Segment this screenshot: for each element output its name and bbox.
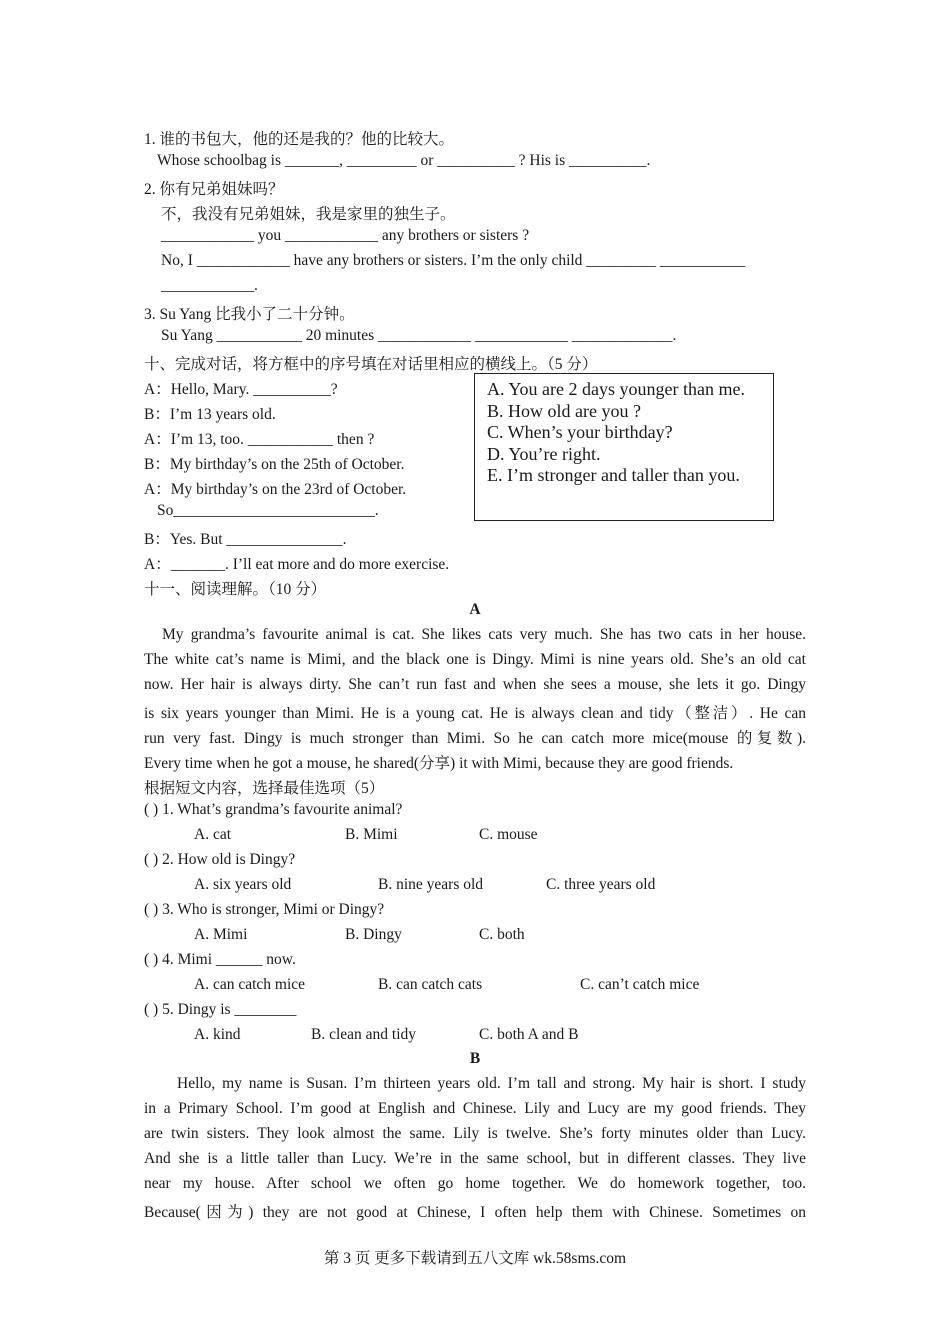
choice-a: A. cat [194, 826, 232, 843]
question: ( ) 2. How old is Dingy? [144, 851, 296, 868]
dialog-line: A：My birthday’s on the 23rd of October. [144, 481, 407, 498]
question: ( ) 1. What’s grandma’s favourite animal? [144, 801, 403, 818]
q2-chinese: 2. 你有兄弟姐妹吗？ [144, 181, 284, 198]
q2-english-3: ____________. [161, 277, 258, 294]
dialog-line: A：_______. I’ll eat more and do more exercise. [144, 556, 450, 573]
choice-a: A. Mimi [194, 926, 248, 943]
passage-a-label: A [469, 601, 481, 618]
question: ( ) 5. Dingy is ________ [144, 1001, 297, 1018]
instruction: 根据短文内容，选择最佳选项（5） [144, 780, 385, 797]
options-box [474, 373, 774, 521]
choice-b: B. nine years old [378, 876, 484, 893]
dialog-line: B：My birthday’s on the 25th of October. [144, 456, 405, 473]
section10-title: 十、完成对话，将方框中的序号填在对话里相应的横线上。（5 分） [144, 356, 598, 373]
question: ( ) 3. Who is stronger, Mimi or Dingy? [144, 901, 385, 918]
passage-a-line: Every time when he got a mouse, he shared(分享) it with Mimi, because they are good friends. [144, 755, 734, 772]
passage-b-line: near my house. After school we often go home together. We do homework together, too. [144, 1175, 806, 1192]
passage-a-line: now. Her hair is always dirty. She can’t run fast and when she sees a mouse, she lets it go. Dingy [144, 676, 806, 693]
dialog-line: B：I’m 13 years old. [144, 406, 276, 423]
choice-c: C. both [479, 926, 525, 943]
choice-c: C. mouse [479, 826, 538, 843]
passage-b-line: in a Primary School. I’m good at English and Chinese. Lily and Lucy are my good friends. They [144, 1100, 806, 1117]
choice-a: A. can catch mice [194, 976, 306, 993]
passage-a-line: run very fast. Dingy is much stronger than Mimi. So he can catch more mice(mouse 的复数). [144, 730, 806, 747]
q2-english-2: No, I ____________ have any brothers or sisters. I’m the only child _________ ___________ [161, 252, 746, 269]
dialog-line: B：Yes. But _______________. [144, 531, 347, 548]
choice-c: C. both A and B [479, 1026, 579, 1043]
passage-a-line: is six years younger than Mimi. He is a young cat. He is always clean and tidy（整洁）. He can [144, 705, 806, 722]
q3-english: Su Yang ___________ 20 minutes ____________ ____________ _____________. [161, 327, 677, 344]
page-footer: 第 3 页 更多下载请到五八文库 wk.58sms.com [323, 1250, 627, 1267]
choice-a: A. kind [194, 1026, 241, 1043]
option-item: A. You are 2 days younger than me. [487, 379, 745, 399]
passage-b-label: B [469, 1050, 481, 1067]
passage-b-line: Hello, my name is Susan. I’m thirteen years old. I’m tall and strong. My hair is short. I study [177, 1075, 806, 1092]
choice-c: C. three years old [546, 876, 656, 893]
dialog-line: A：I’m 13, too. ___________ then ? [144, 431, 375, 448]
choice-a: A. six years old [194, 876, 292, 893]
choice-c: C. can’t catch mice [580, 976, 700, 993]
q2-chinese-answer: 不，我没有兄弟姐妹，我是家里的独生子。 [161, 206, 456, 223]
passage-b-line: Because(因为) they are not good at Chinese, I often help them with Chinese. Sometimes on [144, 1204, 806, 1221]
choice-b: B. Mimi [345, 826, 398, 843]
option-item: E. I’m stronger and taller than you. [487, 465, 740, 485]
passage-b-line: And she is a little taller than Lucy. We’re in the same school, but in different classes. They live [144, 1150, 806, 1167]
q1-english: Whose schoolbag is _______, _________ or __________ ? His is __________. [157, 152, 651, 169]
passage-b-line: are twin sisters. They look almost the same. Lily is twelve. She’s forty minutes older than Lucy. [144, 1125, 806, 1142]
q2-english-1: ____________ you ____________ any brothers or sisters ? [161, 227, 530, 244]
q3-chinese: 3. Su Yang 比我小了二十分钟。 [144, 306, 355, 323]
q1-chinese: 1. 谁的书包大，他的还是我的？他的比较大。 [144, 131, 455, 148]
choice-b: B. can catch cats [378, 976, 483, 993]
choice-b: B. Dingy [345, 926, 402, 943]
question: ( ) 4. Mimi ______ now. [144, 951, 296, 968]
dialog-line: So__________________________. [157, 502, 379, 519]
passage-a-line: The white cat’s name is Mimi, and the black one is Dingy. Mimi is nine years old. She’s an old cat [144, 651, 806, 668]
option-item: D. You’re right. [487, 443, 601, 464]
option-item: C. When’s your birthday? [487, 422, 673, 442]
dialog-line: A：Hello, Mary. __________? [144, 381, 338, 398]
option-item: B. How old are you ? [487, 400, 641, 421]
passage-a-line: My grandma’s favourite animal is cat. She likes cats very much. She has two cats in her house. [162, 626, 806, 643]
choice-b: B. clean and tidy [311, 1026, 417, 1043]
section11-title: 十一、阅读理解。（10 分） [144, 581, 327, 598]
